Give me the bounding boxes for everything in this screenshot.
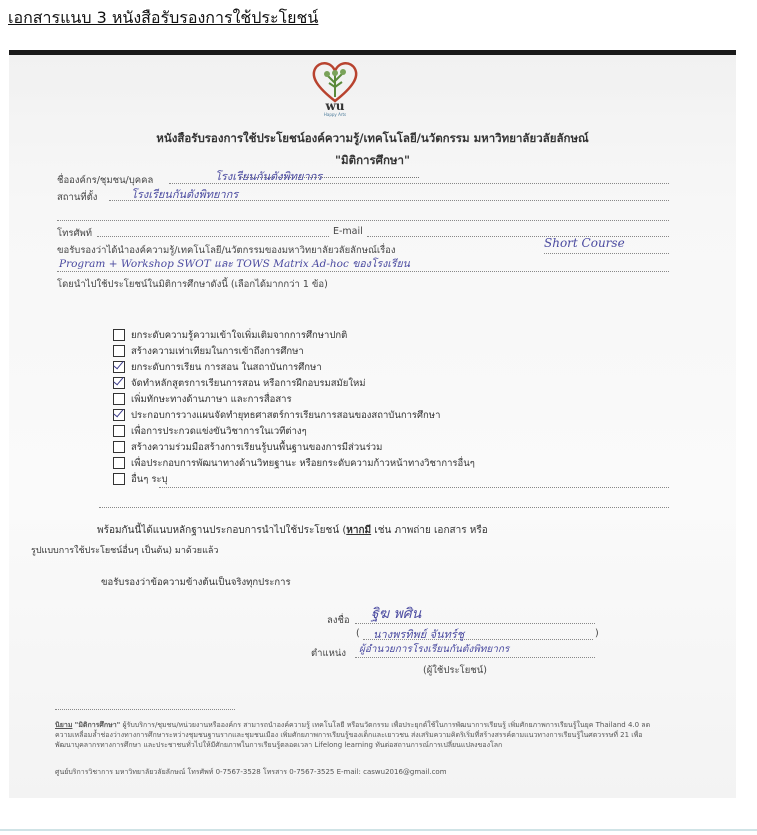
usage-option-label: เพื่อประกอบการพัฒนาทางด้านวิทยฐานะ หรือยกระดับความก้าวหน้าทางวิชาการอื่นๆ — [131, 457, 475, 469]
document-subtitle: "มิติการศึกษา" — [335, 153, 410, 167]
other-line-2 — [99, 507, 669, 508]
position-label: ตำแหน่ง — [311, 648, 347, 659]
footnote-text: ผู้รับบริการ/ชุมชน/หน่วยงานหรือองค์กร สามารถนำองค์ความรู้ เทคโนโลยี หรือนวัตกรรม เพื่อประยุกต์ใช้ในการพัฒนาการเรียนรู้ เพิ่มศักยภาพการเรียนรู้ในยุค Thailand 4.0 ลดความเหลื่อมล้ำช่องว่างทางการศึกษาระหว่างชุมชนฐานรากและชุมชนเมือง เพิ่มศักยภาพการเรียนรู้ของเด็กและเยาวชน ส่งเสริมความคิดริเริ่มที่สร้างสรรค์ตามแนวทางการเรียนรู้ในศตวรรษที่ 21 เพื่อพัฒนาบุคลากรทางการศึกษา และประชาชนทั่วไปให้มีศักยภาพในการเรียนรู้ตลอดเวลา Lifelong learning ทันต่อสถานการณ์การเปลี่ยนแปลงของโลก — [55, 721, 651, 749]
document-title: หนังสือรับรองการใช้ประโยชน์องค์ความรู้/เทคโนโลยี/นวัตกรรม มหาวิทยาลัยวลัยลักษณ์ — [156, 131, 589, 145]
checkbox-icon[interactable] — [113, 345, 125, 357]
tree-icon — [327, 73, 343, 97]
page-divider — [0, 829, 757, 831]
attachment-heading: เอกสารแนบ 3 หนังสือรับรองการใช้ประโยชน์ — [8, 8, 319, 27]
usage-option-label: จัดทำหลักสูตรการเรียนการสอน หรือการฝึกอบรมสมัยใหม่ — [131, 377, 366, 389]
other-line — [159, 487, 669, 488]
footnote-term-name: "มิติการศึกษา" — [74, 721, 121, 729]
usage-options — [113, 327, 475, 487]
address-value: โรงเรียนกันตังพิทยากร — [131, 188, 239, 201]
usage-option-label: ยกระดับความรู้ความเข้าใจเพิ่มเติมจากการศึกษาปกติ — [131, 329, 348, 341]
certify-line-2 — [57, 271, 669, 272]
certify-label: ขอรับรองว่าได้นำองค์ความรู้/เทคโนโลยี/นวัตกรรมของมหาวิทยาลัยวลัยลักษณ์เรื่อง — [57, 245, 396, 256]
phone-label: โทรศัพท์ — [57, 228, 93, 239]
certify-true-statement: ขอรับรองว่าข้อความข้างต้นเป็นจริงทุกประการ — [101, 577, 291, 588]
usage-option-label: เพื่อการประกวดแข่งขันวิชาการในเวทีต่างๆ — [131, 425, 307, 437]
usage-option — [113, 375, 475, 391]
usage-option-label: เพิ่มทักษะทางด้านภาษา และการสื่อสาร — [131, 393, 292, 405]
wu-logo — [307, 57, 363, 117]
contact-info: ศูนย์บริการวิชาการ มหาวิทยาลัยวลัยลักษณ์ โทรศัพท์ 0-7567-3528 โทรสาร 0-7567-3525 E-mail: caswu2016@gmail.com — [55, 768, 447, 776]
checked-checkbox-icon[interactable] — [113, 377, 125, 389]
checkbox-icon[interactable] — [113, 441, 125, 453]
checkbox-icon[interactable] — [113, 329, 125, 341]
checkbox-icon[interactable] — [113, 473, 125, 485]
scanned-certificate — [9, 50, 736, 798]
user-label: (ผู้ใช้ประโยชน์) — [423, 665, 487, 676]
certify-value-1: Short Course — [544, 236, 625, 250]
usage-option — [113, 439, 475, 455]
checked-checkbox-icon[interactable] — [113, 409, 125, 421]
logo-subtext: Happy Arts — [323, 112, 347, 117]
usage-option-label: ยกระดับการเรียน การสอน ในสถาบันการศึกษา — [131, 361, 322, 373]
usage-option-label: ประกอบการวางแผนจัดทำยุทธศาสตร์การเรียนการสอนของสถาบันการศึกษา — [131, 409, 441, 421]
footnote — [55, 720, 655, 750]
address-line-2 — [57, 220, 669, 221]
usage-option-label: อื่นๆ ระบุ — [131, 473, 168, 485]
usage-option — [113, 423, 475, 439]
usage-option — [113, 391, 475, 407]
attach-text-c: เช่น ภาพถ่าย เอกสาร หรือ — [371, 525, 488, 536]
signature-value: ฐิฆ พศิน — [371, 606, 422, 622]
logo-text: wu — [325, 99, 345, 113]
position-value: ผู้อำนวยการโรงเรียนกันตังพิทยากร — [359, 644, 510, 655]
attach-line-2: รูปแบบการใช้ประโยชน์อื่นๆ เป็นต้น) มาด้วยแล้ว — [31, 546, 219, 556]
checkbox-icon[interactable] — [113, 457, 125, 469]
attach-text-a: พร้อมกันนี้ได้แนบหลักฐานประกอบการนำไปใช้ประโยชน์ ( — [97, 525, 347, 536]
checkbox-icon[interactable] — [113, 393, 125, 405]
org-label: ชื่อองค์กร/ชุมชน/บุคคล — [57, 175, 154, 186]
footnote-divider — [55, 709, 235, 710]
certify-value-2: Program + Workshop SWOT และ TOWS Matrix Ad-hoc ของโรงเรียน — [59, 258, 410, 270]
attach-text-if-any: หากมี — [346, 525, 372, 536]
org-value: โรงเรียนกันตังพิทยากร — [215, 170, 323, 183]
usage-option — [113, 327, 475, 343]
sign-label: ลงชื่อ — [327, 615, 350, 626]
address-label: สถานที่ตั้ง — [57, 192, 98, 203]
usage-option — [113, 471, 475, 487]
usage-option-label: สร้างความเท่าเทียมในการเข้าถึงการศึกษา — [131, 345, 304, 357]
certify-line-1 — [544, 253, 669, 254]
email-label: E-mail — [333, 226, 363, 237]
position-line — [355, 657, 595, 658]
usage-option — [113, 407, 475, 423]
footnote-term: นิยาม — [55, 721, 73, 729]
phone-line — [97, 236, 329, 237]
name-value: นางพรทิพย์ จันทร์ชู — [373, 628, 465, 641]
attach-line-1 — [97, 523, 488, 538]
usage-option-label: สร้างความร่วมมือสร้างการเรียนรู้บนพื้นฐานของการมีส่วนร่วม — [131, 441, 383, 453]
checkbox-icon[interactable] — [113, 425, 125, 437]
usage-intro: โดยนำไปใช้ประโยชน์ในมิติการศึกษาดังนี้ (เลือกได้มากกว่า 1 ข้อ) — [57, 279, 328, 290]
name-open-paren: ( — [356, 628, 360, 639]
checked-checkbox-icon[interactable] — [113, 361, 125, 373]
usage-option — [113, 343, 475, 359]
usage-option — [113, 359, 475, 375]
usage-option — [113, 455, 475, 471]
name-close-paren: ) — [595, 628, 599, 639]
